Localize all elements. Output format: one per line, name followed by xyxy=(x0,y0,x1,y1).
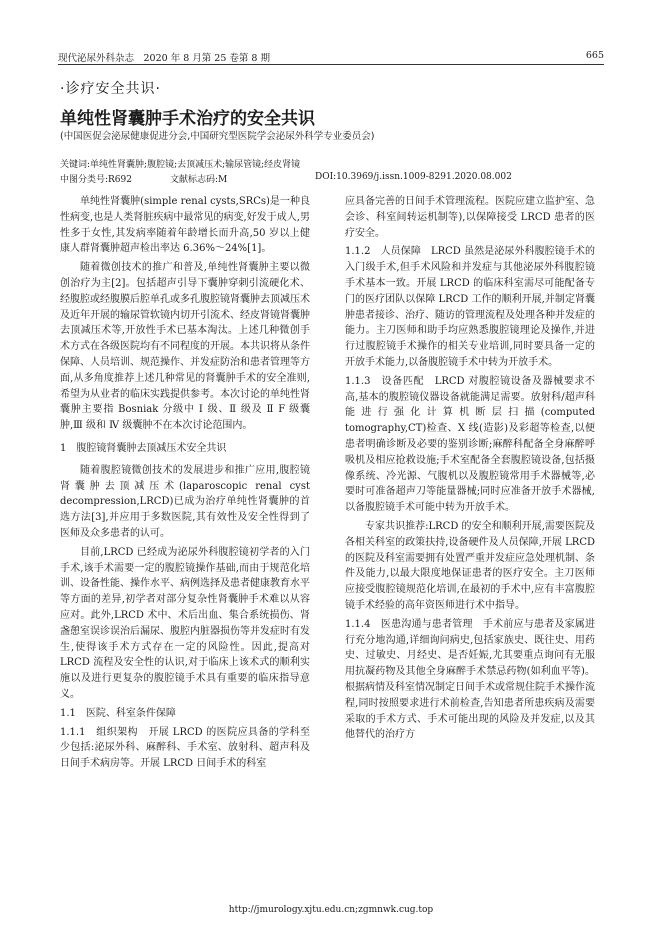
paragraph: 目前,LRCD 已经成为泌尿外科腹腔镜初学者的入门手术,该手术需要一定的腹腔镜操作基础,而由于规范化培训、设备性能、操作水平、病例选择及患者健康教育水平等方面的差异,初学者对部分复杂性肾囊肿手术难以从容应对。此外,LRCD 术中、术后出血、集合系统损伤、肾盏憩室误诊误治后漏尿、腹腔内脏器损伤等并发症时有发生,使得该手术方式存在一定的风险性。因此,提高对 LRCD 流程及安全性的认识,对于临床上该术式的顺利实施以及进行更复杂的腹腔镜手术具有重要的临床指导意义。 xyxy=(60,546,310,700)
document-code: 文献标志码:M xyxy=(170,175,228,185)
column-tag: ·诊疗安全共识· xyxy=(60,81,161,97)
paragraph: 应具备完善的日间手术管理流程。医院应建立监护室、急会诊、科室间转运机制等),以保障接受 LRCD 患者的医疗安全。 xyxy=(345,196,595,239)
subsection-heading: 1.1 医院、科室条件保障 xyxy=(60,707,176,719)
page-number: 665 xyxy=(585,50,604,61)
keywords: 关键词:单纯性肾囊肿;腹腔镜;去顶减压术;输尿管镜;经皮肾镜 xyxy=(60,160,301,170)
section-heading: 1 腹腔镜肾囊肿去顶减压术安全共识 xyxy=(60,442,227,454)
clc-number: 中图分类号:R692 xyxy=(60,175,132,185)
paragraph: 随着腹腔镜微创技术的发展进步和推广应用,腹腔镜肾囊肿去顶减压术(laparoscopic renal cyst decompression,LRCD)已成为治疗单纯性肾囊肿的首选方法[3],并应用于多数医院,其有效性及安全性得到了医师及众多患者的认可。 xyxy=(60,464,310,539)
paragraph: 随着微创技术的推广和普及,单纯性肾囊肿主要以微创治疗为主[2]。包括超声引导下囊肿穿刺引流硬化术、经腹腔或经腹膜后腔单孔或多孔腹腔镜肾囊肿去顶减压术及近年开展的输尿管软镜内切开引流术、经皮肾镜肾囊肿去顶减压术等,开放性手术已基本淘汰。上述几种微创手术方式在各级医院均有不同程度的开展。本共识将从条件保障、人员培训、规范操作、并发症防治和患者管理等方面,从多角度推荐上述几种常见的肾囊肿手术的安全准则,希望为从业者的临床实践提供参考。本次讨论的单纯性肾囊肿主要指 Bosniak 分级中 Ⅰ 级、Ⅱ 级及 Ⅱ F 级囊肿,Ⅲ 级和 Ⅳ 级囊肿不在本次讨论范围内。 xyxy=(60,262,310,432)
expert-recommendation: 专家共识推荐:LRCD 的安全和顺利开展,需要医院及各相关科室的政策扶持,设备硬件及人员保障,开展 LRCD 的医院及科室需要拥有处置严重并发症应急处理机制、条件及能力,以最大限度地保证患者的医疗安全。主刀医师应接受腹腔镜规范化培训,在最初的手术中,应有丰富腹腔镜手术经验的高年资医师进行术中指导。 xyxy=(345,520,595,611)
paragraph: 单纯性肾囊肿(simple renal cysts,SRCs)是一种良性病变,也是人类肾脏疾病中最常见的病变,好发于成人,男性多于女性,其发病率随着年龄增长而升高,50 岁以上健康人群肾囊肿超声检出率达 6.36%～24%[1]。 xyxy=(60,196,310,255)
running-header xyxy=(58,48,604,65)
footer-url: http://jmurology.xjtu.edu.cn;zgmnwk.cug.top xyxy=(228,905,434,915)
paragraph: 1.1.3 设备匹配 LRCD 对腹腔镜设备及器械要求不高,基本的腹腔镜仪器设备就能满足需要。放射科/超声科能进行强化计算机断层扫描(computed tomography,CT)检查、X 线(造影)及彩超等检查,以便患者明确诊断及必要的鉴别诊断;麻醉科配备全身麻醉呼吸机及相应抢救设施;手术室配备全套腹腔镜设备,包括摄像系统、冷光源、气腹机以及腹腔镜常用手术器械等,必要时可准备超声刀等能量器械;同时应准备开放手术器械,以备腹腔镜手术可能中转为开放手术。 xyxy=(345,375,595,514)
journal-info: 现代泌尿外科杂志 2020 年 8 月第 25 卷第 8 期 xyxy=(58,53,270,64)
article-title: 单纯性肾囊肿手术治疗的安全共识 xyxy=(60,109,315,129)
paragraph: 1.1.1 组织架构 开展 LRCD 的医院应具备的学科至少包括:泌尿外科、麻醉科、手术室、放射科、超声科及日间手术病房等。开展 LRCD 日间手术的科室 xyxy=(60,726,310,770)
classification-line xyxy=(60,172,604,186)
author-affiliation: (中国医促会泌尿健康促进分会,中国研究型医院学会泌尿外科学专业委员会) xyxy=(60,131,375,142)
doi: DOI:10.3969/j.issn.1009-8291.2020.08.002 xyxy=(315,172,512,182)
paragraph: 1.1.2 人员保障 LRCD 虽然是泌尿外科腹腔镜手术的入门级手术,但手术风险和并发症与其他泌尿外科腹腔镜手术基本一致。开展 LRCD 的临床科室需尽可能配备专门的医疗团队以保障 LRCD 工作的顺利开展,并制定肾囊肿患者接诊、治疗、随访的管理流程及处理各种并发症的能力。主刀医师和助手均应熟悉腹腔镜理论及操作,并进行过腹腔镜手术操作的相关专业培训,同时要具备一定的开放手术能力,以备腹腔镜手术中转为开放手术。 xyxy=(345,246,595,368)
left-column xyxy=(60,194,310,775)
paragraph: 1.1.4 医患沟通与患者管理 手术前应与患者及家属进行充分地沟通,详细询问病史,包括家族史、既往史、用药史、过敏史、月经史、是否妊娠,尤其要重点询问有无服用抗凝药物及其他全身麻醉手术禁忌药物(如利血平等)。根据病情及科室情况制定日间手术或常规住院手术操作流程,同时按照要求进行术前检查,告知患者所患疾病及需要采取的手术方式、手术可能出现的风险及并发症,以及其他替代的治疗方 xyxy=(345,618,595,741)
right-column xyxy=(345,194,595,746)
